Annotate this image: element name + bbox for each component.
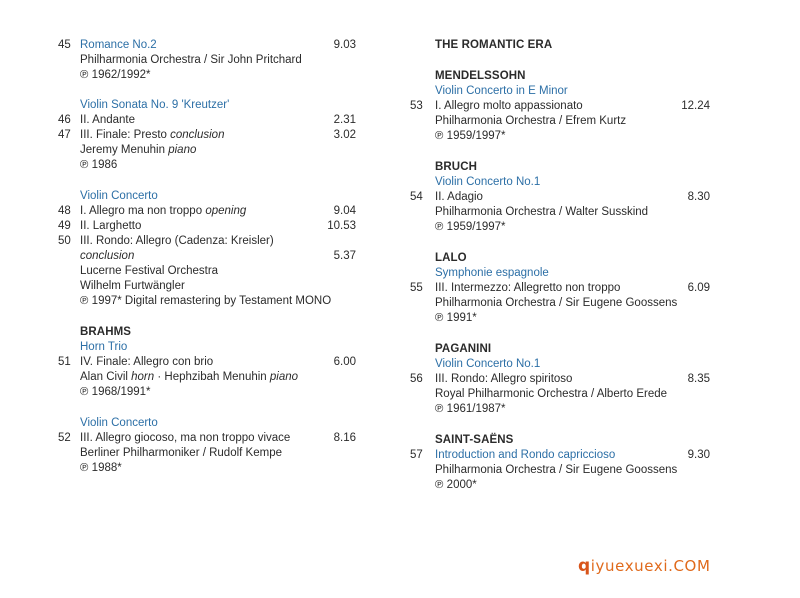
movement-title: I. Allegro molto appassionato	[435, 100, 583, 112]
movement-title: II. Andante	[80, 114, 135, 126]
track-duration: 6.00	[333, 356, 356, 368]
work-title: Introduction and Rondo capriccioso	[435, 449, 616, 461]
work-title: Horn Trio	[80, 341, 128, 353]
track-duration: 6.09	[687, 282, 710, 294]
track-duration: 2.31	[333, 114, 356, 126]
track-duration: 3.02	[333, 129, 356, 141]
composer-heading: PAGANINI	[435, 343, 492, 355]
performer-name: Alan Civil	[80, 371, 132, 383]
movement-title: III. Rondo: Allegro (Cadenza: Kreisler)	[80, 235, 274, 247]
performer-name: Jeremy Menuhin	[80, 144, 169, 156]
track-number: 50	[58, 235, 71, 247]
watermark-logo	[578, 556, 710, 576]
performers: Lucerne Festival Orchestra	[80, 265, 219, 277]
movement-title	[80, 204, 246, 219]
work-title: Romance No.2	[80, 39, 157, 51]
movement-title: III. Intermezzo: Allegretto non troppo	[435, 282, 621, 294]
track-duration: 9.30	[687, 449, 710, 461]
watermark-q: q	[578, 556, 591, 576]
performer-name: · Hephzibah Menuhin	[154, 371, 270, 383]
track-duration: 9.03	[333, 39, 356, 51]
track-number: 48	[58, 205, 71, 217]
track-duration: 8.35	[687, 373, 710, 385]
copyright-line: ℗ 1959/1997*	[435, 221, 506, 233]
track-number: 53	[410, 100, 423, 112]
composer-heading: BRUCH	[435, 161, 478, 173]
performers: Philharmonia Orchestra / Efrem Kurtz	[435, 115, 627, 127]
track-number: 57	[410, 449, 423, 461]
performer-role: horn	[131, 371, 155, 383]
movement-title	[80, 128, 224, 143]
work-title: Violin Concerto No.1	[435, 176, 541, 188]
track-number: 55	[410, 282, 423, 294]
track-number: 45	[58, 39, 71, 51]
track-duration: 5.37	[333, 250, 356, 262]
track-number: 56	[410, 373, 423, 385]
performers: Wilhelm Furtwängler	[80, 280, 185, 292]
track-number: 54	[410, 191, 423, 203]
copyright-line: ℗ 2000*	[435, 479, 477, 491]
copyright-line: ℗ 1962/1992*	[80, 69, 151, 81]
composer-heading: SAINT-SAËNS	[435, 434, 514, 446]
copyright-line: ℗ 1986	[80, 159, 118, 171]
performers: Royal Philharmonic Orchestra / Alberto Erede	[435, 388, 668, 400]
track-number: 49	[58, 220, 71, 232]
watermark-text: iyuexuexi.COM	[590, 557, 711, 575]
copyright-line: ℗ 1997* Digital remastering by Testament MONO	[80, 295, 332, 307]
work-title: Violin Sonata No. 9 'Kreutzer'	[80, 99, 230, 111]
work-title: Violin Concerto	[80, 190, 158, 202]
copyright-line: ℗ 1991*	[435, 312, 477, 324]
track-duration: 9.04	[333, 205, 356, 217]
composer-heading: LALO	[435, 252, 467, 264]
performer-role: piano	[269, 371, 299, 383]
performers: Berliner Philharmoniker / Rudolf Kempe	[80, 447, 282, 459]
movement-text: III. Finale: Presto	[80, 129, 171, 141]
movement-note: conclusion	[80, 250, 135, 262]
movement-title: II. Adagio	[435, 191, 483, 203]
performers: Philharmonia Orchestra / Walter Susskind	[435, 206, 649, 218]
track-number: 47	[58, 129, 71, 141]
performers	[80, 143, 196, 158]
work-title: Violin Concerto No.1	[435, 358, 541, 370]
track-number: 51	[58, 356, 71, 368]
performers: Philharmonia Orchestra / Sir Eugene Goossens	[435, 464, 678, 476]
copyright-line: ℗ 1961/1987*	[435, 403, 506, 415]
copyright-line: ℗ 1959/1997*	[435, 130, 506, 142]
work-title: Violin Concerto in E Minor	[435, 85, 568, 97]
composer-heading: MENDELSSOHN	[435, 70, 526, 82]
performer-role: piano	[168, 144, 197, 156]
performers	[80, 370, 298, 385]
movement-title: III. Rondo: Allegro spiritoso	[435, 373, 573, 385]
track-duration: 10.53	[327, 220, 356, 232]
performers: Philharmonia Orchestra / Sir John Pritchard	[80, 54, 302, 66]
movement-text: I. Allegro ma non troppo	[80, 205, 206, 217]
performers: Philharmonia Orchestra / Sir Eugene Goossens	[435, 297, 678, 309]
track-duration: 12.24	[681, 100, 710, 112]
work-title: Symphonie espagnole	[435, 267, 549, 279]
track-number: 52	[58, 432, 71, 444]
movement-title: II. Larghetto	[80, 220, 142, 232]
track-duration: 8.16	[333, 432, 356, 444]
track-number: 46	[58, 114, 71, 126]
movement-note: opening	[205, 205, 247, 217]
copyright-line: ℗ 1988*	[80, 462, 122, 474]
section-heading: THE ROMANTIC ERA	[435, 39, 553, 51]
work-title: Violin Concerto	[80, 417, 158, 429]
movement-title: IV. Finale: Allegro con brio	[80, 356, 214, 368]
track-duration: 8.30	[687, 191, 710, 203]
movement-title: III. Allegro giocoso, ma non troppo vivace	[80, 432, 291, 444]
copyright-line: ℗ 1968/1991*	[80, 386, 151, 398]
movement-note: conclusion	[170, 129, 225, 141]
composer-heading: BRAHMS	[80, 326, 132, 338]
